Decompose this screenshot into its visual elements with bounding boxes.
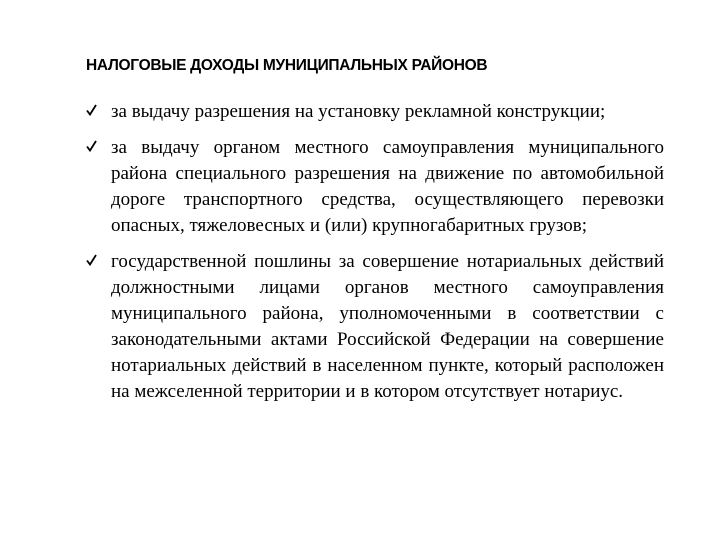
bullet-item-3: [86, 249, 664, 405]
slide-title: НАЛОГОВЫЕ ДОХОДЫ МУНИЦИПАЛЬНЫХ РАЙОНОВ: [86, 57, 488, 74]
bullet-text: за выдачу органом местного самоуправления муниципального района специального разрешения на движение по автомобильной дороге транспортного средства, осуществляющего перевозки опасных, тяжеловесных и (или) крупногабаритных грузов;: [111, 137, 664, 236]
bullet-text: за выдачу разрешения на установку рекламной конструкции;: [111, 101, 606, 122]
bullet-text: государственной пошлины за совершение нотариальных действий должностными лицами органов местного самоуправления муниципального района, уполномоченными в соответствии с законодательными актами Российской Федерации на совершение нотариальных действий в населенном пункте, который расположен на межселенной территории и в котором отсутствует нотариус.: [111, 251, 664, 402]
checkmark-icon: [86, 104, 97, 116]
checkmark-icon: [86, 254, 97, 266]
bullet-list: [86, 99, 664, 415]
bullet-item-2: [86, 135, 664, 239]
bullet-item-1: [86, 99, 664, 125]
checkmark-icon: [86, 140, 97, 152]
